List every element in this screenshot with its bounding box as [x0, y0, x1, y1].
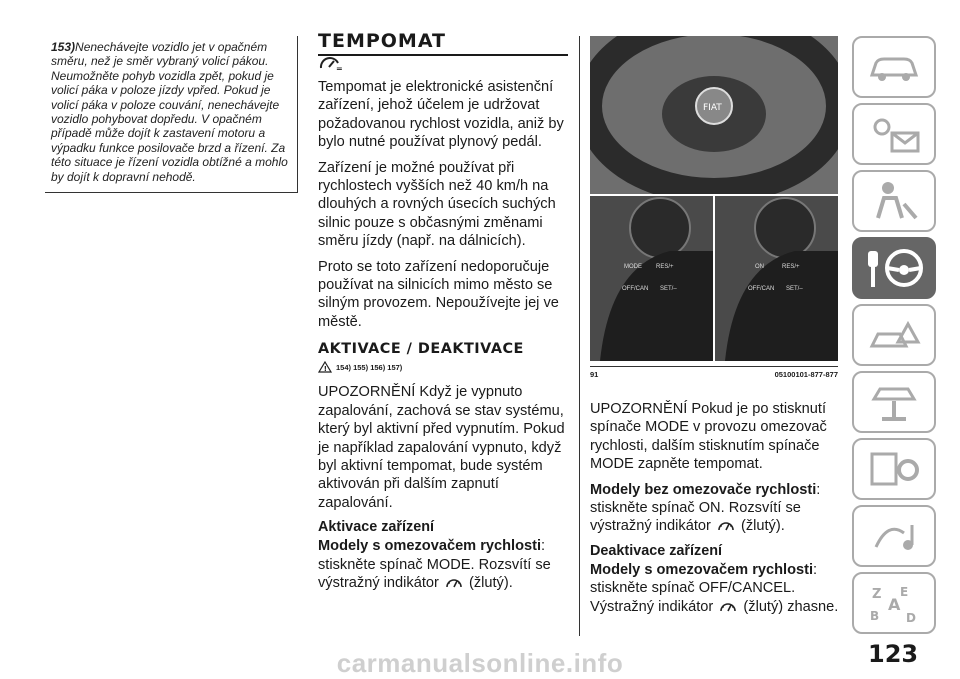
- btn-left-mode: MODE: [624, 264, 642, 270]
- colon: :: [816, 481, 821, 498]
- warning-box: [45, 36, 298, 193]
- car-icon: [864, 47, 924, 87]
- models-label: Modely s omezovačem rychlosti: [590, 561, 814, 578]
- svg-text:!: !: [323, 365, 328, 374]
- note-paragraph: UPOZORNĚNÍ Když je vypnuto zapalování, zachová se stav systému, který byl aktivní před vypnutím. Pokud je například zapalování vypnuto, když byl aktivní tempomat, bude systém aktivován při dalším zapnutí zapalování.: [318, 384, 565, 511]
- activation-instruction: stiskněte spínač ON. Rozsvítí se výstražný indikátor: [590, 500, 801, 535]
- recommendation-paragraph: Proto se toto zařízení nedoporučuje používat na silnicích mimo město se silným provozem. Nepoužívejte jej ve městě.: [318, 258, 559, 330]
- cruise-control-icon: [318, 54, 346, 72]
- section-heading: TEMPOMAT: [318, 30, 568, 56]
- usage-paragraph: Zařízení je možné používat při rychlostech vyšších než 40 km/h na dlouhých a rovných úsecích suchých silnic pouze s občasnými změnami směru jízdy (např. na dálnicích).: [318, 159, 556, 250]
- figure-label: 91: [590, 370, 599, 379]
- warning-text: Nenechávejte vozidlo jet v opačném směru, než je směr vybraný volicí pákou. Neumožněte pohyb vozidla zpět, pokud je volicí páka v poloze jízdy vpřed. Pokud je volicí páka v poloze couvání, nenechávejte vozidlo pohybovat dopředu. V opačném případě může dojít k zastavení motoru a výpadku funkce posilovače brzd a řízení. Za této situace je řízení vozidla obtížné a mohlo by dojít k dopravní nehodě.: [51, 40, 288, 184]
- tab-multimedia[interactable]: [852, 505, 936, 567]
- btn-right-set: SET/–: [786, 286, 803, 292]
- warning-triangle-icon: [318, 361, 332, 373]
- mode-note-paragraph: UPOZORNĚNÍ Pokud je po stisknutí spínače MODE v provozu omezovač rychlosti, dalším stisknutím spínače MODE zapněte tempomat.: [590, 401, 827, 473]
- colon: :: [813, 561, 818, 578]
- activation-models-limiter: [318, 537, 572, 592]
- tab-safety[interactable]: [852, 170, 936, 232]
- warning-lights-icon: [864, 111, 924, 157]
- models-label: Modely s omezovačem rychlosti: [318, 538, 542, 555]
- figure-code: 05100101-877-877: [774, 370, 838, 379]
- btn-right-res: RES/+: [782, 264, 800, 270]
- btn-right-on: ON: [755, 264, 764, 270]
- colon: :: [541, 538, 546, 555]
- warning-number: 153): [51, 40, 76, 54]
- svg-text:E: E: [900, 585, 909, 599]
- btn-left-set: SET/–: [660, 286, 677, 292]
- tab-index[interactable]: [852, 572, 936, 634]
- indicator-color: (žlutý).: [468, 574, 513, 591]
- tab-technical-data[interactable]: [852, 438, 936, 500]
- tab-maintenance[interactable]: [852, 371, 936, 433]
- svg-text:D: D: [906, 611, 916, 625]
- right-text: [590, 400, 840, 623]
- cruise-indicator-icon: [719, 600, 737, 614]
- car-lift-icon: [864, 379, 924, 425]
- tab-dashboard[interactable]: [852, 103, 936, 165]
- activation-instruction: stiskněte spínač MODE. Rozsvítí se výstražný indikátor: [318, 556, 551, 591]
- svg-text:FIAT: FIAT: [703, 103, 722, 113]
- models-label: Modely bez omezovače rychlosti: [590, 481, 817, 498]
- deactivation-models-limiter: [590, 561, 840, 616]
- cruise-indicator-icon: [445, 576, 463, 590]
- deactivation-instruction: stiskněte spínač OFF/CANCEL. Výstražný indikátor: [590, 580, 796, 615]
- svg-text:A: A: [888, 595, 901, 614]
- column-divider: [579, 36, 580, 636]
- figure-steering-wheel: [590, 36, 838, 361]
- watermark: carmanualsonline.info: [336, 648, 624, 678]
- deactivation-subheading: Deaktivace zařízení: [590, 542, 722, 559]
- indicator-color: (žlutý).: [740, 518, 785, 535]
- warning-refs: [318, 361, 572, 373]
- activation-subheading: Aktivace zařízení: [318, 519, 434, 536]
- airbag-icon: [864, 178, 924, 224]
- svg-text:=: =: [336, 64, 343, 72]
- tab-starting-driving[interactable]: [852, 237, 936, 299]
- btn-right-off: OFF/CAN: [748, 286, 775, 292]
- indicator-off-text: (žlutý) zhasne.: [743, 598, 839, 615]
- key-steering-icon: [862, 243, 926, 293]
- steering-wheel-illustration: [590, 36, 838, 361]
- tab-car-overview[interactable]: [852, 36, 936, 98]
- alphabet-index-icon: [864, 580, 924, 626]
- multimedia-icon: [864, 513, 924, 559]
- figure-caption: [590, 366, 838, 379]
- warning-refs-text: 154) 155) 156) 157): [336, 362, 403, 372]
- btn-left-off: OFF/CAN: [622, 286, 649, 292]
- svg-text:B: B: [870, 609, 880, 623]
- activation-models-no-limiter: [590, 481, 840, 536]
- breakdown-icon: [864, 312, 924, 358]
- activation-heading: AKTIVACE / DEAKTIVACE: [318, 341, 524, 358]
- btn-left-res: RES/+: [656, 264, 674, 270]
- cruise-indicator-icon: [717, 519, 735, 533]
- specs-gear-icon: [864, 446, 924, 492]
- main-text: [318, 78, 572, 592]
- svg-text:Z: Z: [872, 587, 882, 602]
- page-number: 123: [868, 640, 919, 668]
- intro-paragraph: Tempomat je elektronické asistenční zařízení, jehož účelem je udržovat požadovanou rychlost vozidla, aniž by bylo nutné používat plynový pedál.: [318, 79, 564, 151]
- tab-emergency[interactable]: [852, 304, 936, 366]
